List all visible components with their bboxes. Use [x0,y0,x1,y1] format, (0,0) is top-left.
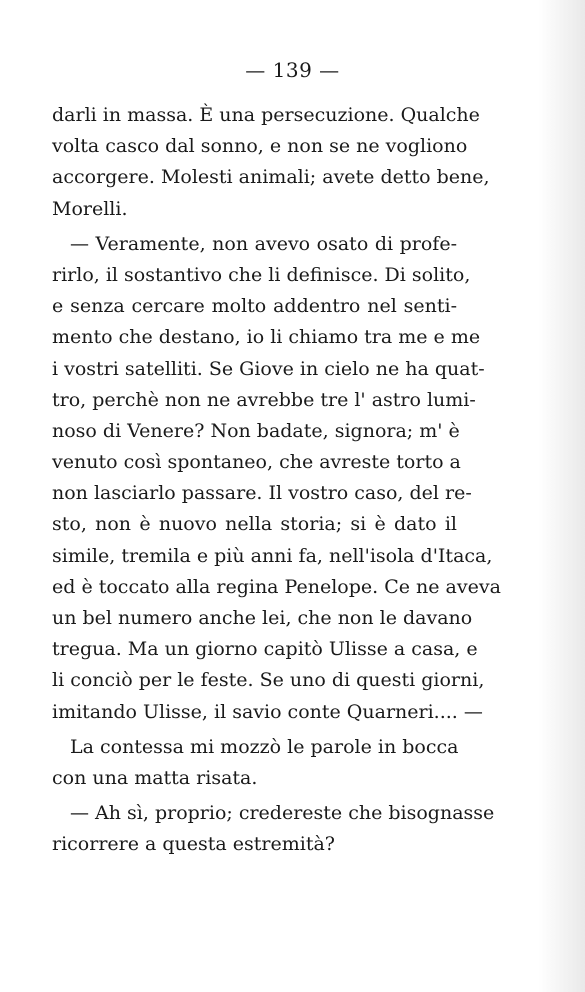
body-text [52,100,501,861]
text-line: sto, non è nuovo nella storia; si è dato il [52,513,457,536]
text-line: volta casco dal sonno, e non se ne vogliono [52,135,468,158]
page-number: — 139 — [245,58,340,82]
paragraph [52,229,501,728]
text-line: tro, perchè non ne avrebbe tre l' astro lumi- [52,388,476,411]
paragraph [52,732,457,794]
text-line: ed è toccato alla regina Penelope. Ce ne aveva [52,575,501,598]
text-line: un bel numero anche lei, che non le davano [52,607,473,629]
text-line: rirlo, il sostantivo che li definisce. Di solito, [52,263,471,286]
text-line: noso di Venere? Non badate, signora; m' è [52,419,460,442]
text-line: imitando Ulisse, il savio conte Quarneri.... — [52,700,483,723]
text-line: — Ah sì, proprio; credereste che bisognasse [70,802,495,825]
text-line: con una matta risata. [52,766,258,789]
text-line: simile, tremila e più anni fa, nell'isola d'Itaca, [52,544,493,567]
text-line: i vostri satelliti. Se Giove in cielo ne ha quat- [52,357,485,380]
text-line: ricorrere a questa estremità? [52,833,335,856]
text-line: La contessa mi mozzò le parole in bocca [70,735,459,758]
text-line: tregua. Ma un giorno capitò Ulisse a casa, e [52,638,478,661]
text-line: venuto così spontaneo, che avreste torto a [52,451,461,474]
text-line: e senza cercare molto addentro nel senti- [52,295,457,318]
text-line: mento che destano, io li chiamo tra me e me [52,326,481,349]
paragraph [52,798,495,860]
text-line: — Veramente, non avevo osato di profe- [70,232,457,255]
text-line: Morelli. [52,197,128,220]
text-line: li conciò per le feste. Se uno di questi giorni, [52,669,485,692]
text-line: accorgere. Molesti animali; avete detto bene, [52,166,490,189]
text-line: darli in massa. È una persecuzione. Qualche [52,104,480,126]
text-line: non lasciarlo passare. Il vostro caso, del re- [52,482,472,505]
paragraph [52,100,490,225]
